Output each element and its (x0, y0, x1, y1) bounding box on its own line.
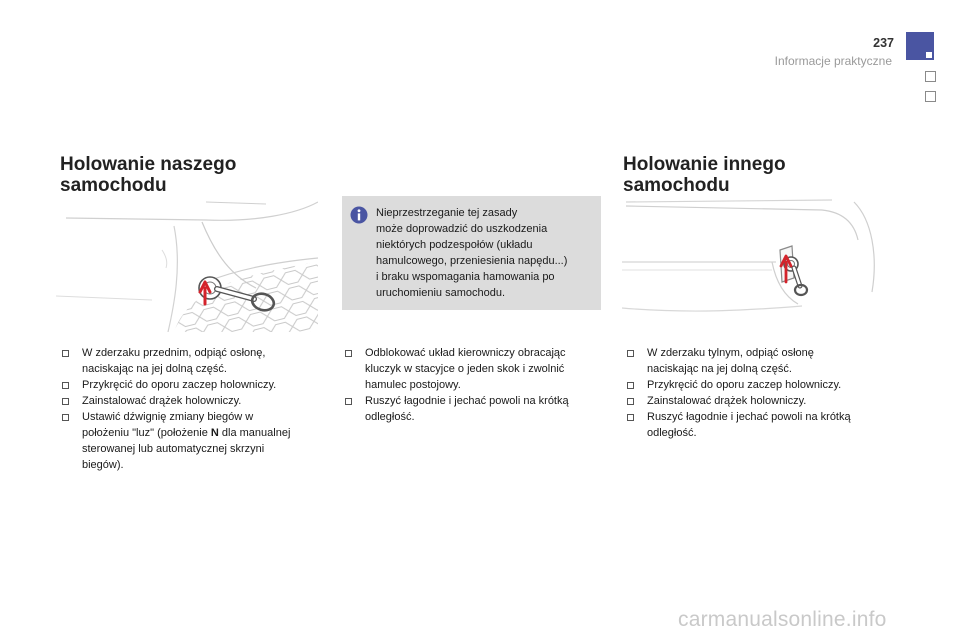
step-line: Ruszyć łagodnie i jechać powoli na krótką (365, 395, 569, 407)
list-item (60, 345, 330, 377)
list-item (60, 393, 330, 409)
rear-bumper-illustration (622, 196, 884, 332)
title-line: samochodu (60, 175, 167, 196)
step-line: Przykręcić do oporu zaczep holowniczy. (82, 379, 277, 391)
bullet-square-icon (627, 414, 634, 421)
bullet-square-icon (345, 350, 352, 357)
bullet-square-icon (62, 414, 69, 421)
title-line: Holowanie naszego (60, 154, 237, 175)
list-item (625, 345, 895, 377)
gear-position-neutral: N (210, 427, 219, 439)
info-line: uruchomieniu samochodu. (376, 287, 506, 299)
list-item (60, 409, 330, 473)
tab-marker-icon (926, 52, 932, 58)
title-line: Holowanie innego (623, 154, 786, 175)
step-line: naciskając na jej dolną część. (647, 363, 792, 375)
bullet-square-icon (345, 398, 352, 405)
bullet-square-icon (62, 398, 69, 405)
bullet-square-icon (62, 382, 69, 389)
section-label: Informacje praktyczne (774, 54, 892, 68)
step-line: Odblokować układ kierowniczy obracając (365, 347, 566, 359)
info-line: i braku wspomagania hamowania po (376, 271, 555, 283)
step-line: odległość. (647, 427, 697, 439)
watermark: carmanualsonline.info (678, 608, 887, 631)
step-line: Ustawić dźwignię zmiany biegów w (82, 411, 254, 423)
bullet-square-icon (62, 350, 69, 357)
info-box (342, 196, 601, 310)
step-line: Ruszyć łagodnie i jechać powoli na krótką (647, 411, 851, 423)
step-line: Zainstalować drążek holowniczy. (82, 395, 242, 407)
chapter-tab[interactable] (925, 71, 936, 82)
page-number: 237 (873, 36, 894, 50)
step-line: W zderzaku przednim, odpiąć osłonę, (82, 347, 266, 359)
list-item (625, 393, 895, 409)
title-towing-own-car (60, 154, 236, 196)
info-line: niektórych podzespołów (układu (376, 239, 533, 251)
info-text (376, 205, 594, 301)
bullet-square-icon (627, 382, 634, 389)
step-line: W zderzaku tylnym, odpiąć osłonę (647, 347, 814, 359)
step-line: Przykręcić do oporu zaczep holowniczy. (647, 379, 842, 391)
list-item (625, 409, 895, 441)
step-line: odległość. (365, 411, 415, 423)
left-steps-list (60, 345, 330, 473)
info-line: Nieprzestrzeganie tej zasady (376, 207, 518, 219)
step-line: Zainstalować drążek holowniczy. (647, 395, 807, 407)
step-line: biegów). (82, 459, 124, 471)
step-line: sterowanej lub automatycznej skrzyni (82, 443, 265, 455)
right-steps-list (625, 345, 895, 441)
step-line: kluczyk w stacyjce o jeden skok i zwolnić (365, 363, 565, 375)
bullet-square-icon (627, 398, 634, 405)
info-line: hamulcowego, przeniesienia napędu...) (376, 255, 568, 267)
step-line: naciskając na jej dolną część. (82, 363, 227, 375)
step-text: dla manualnej (218, 427, 291, 439)
title-towing-other-car (623, 154, 786, 196)
list-item (625, 377, 895, 393)
info-line: może doprowadzić do uszkodzenia (376, 223, 548, 235)
list-item (343, 345, 613, 393)
list-item (60, 377, 330, 393)
chapter-tab[interactable] (925, 91, 936, 102)
step-line-mixed (82, 425, 330, 441)
step-text: położeniu "luz" (położenie (82, 427, 211, 439)
title-line: samochodu (623, 175, 730, 196)
step-line: hamulec postojowy. (365, 379, 461, 391)
list-item (343, 393, 613, 425)
chapter-tab-active[interactable] (906, 32, 934, 60)
front-bumper-illustration (56, 196, 318, 332)
bullet-square-icon (627, 350, 634, 357)
middle-steps-list (343, 345, 613, 425)
info-icon (350, 206, 368, 224)
